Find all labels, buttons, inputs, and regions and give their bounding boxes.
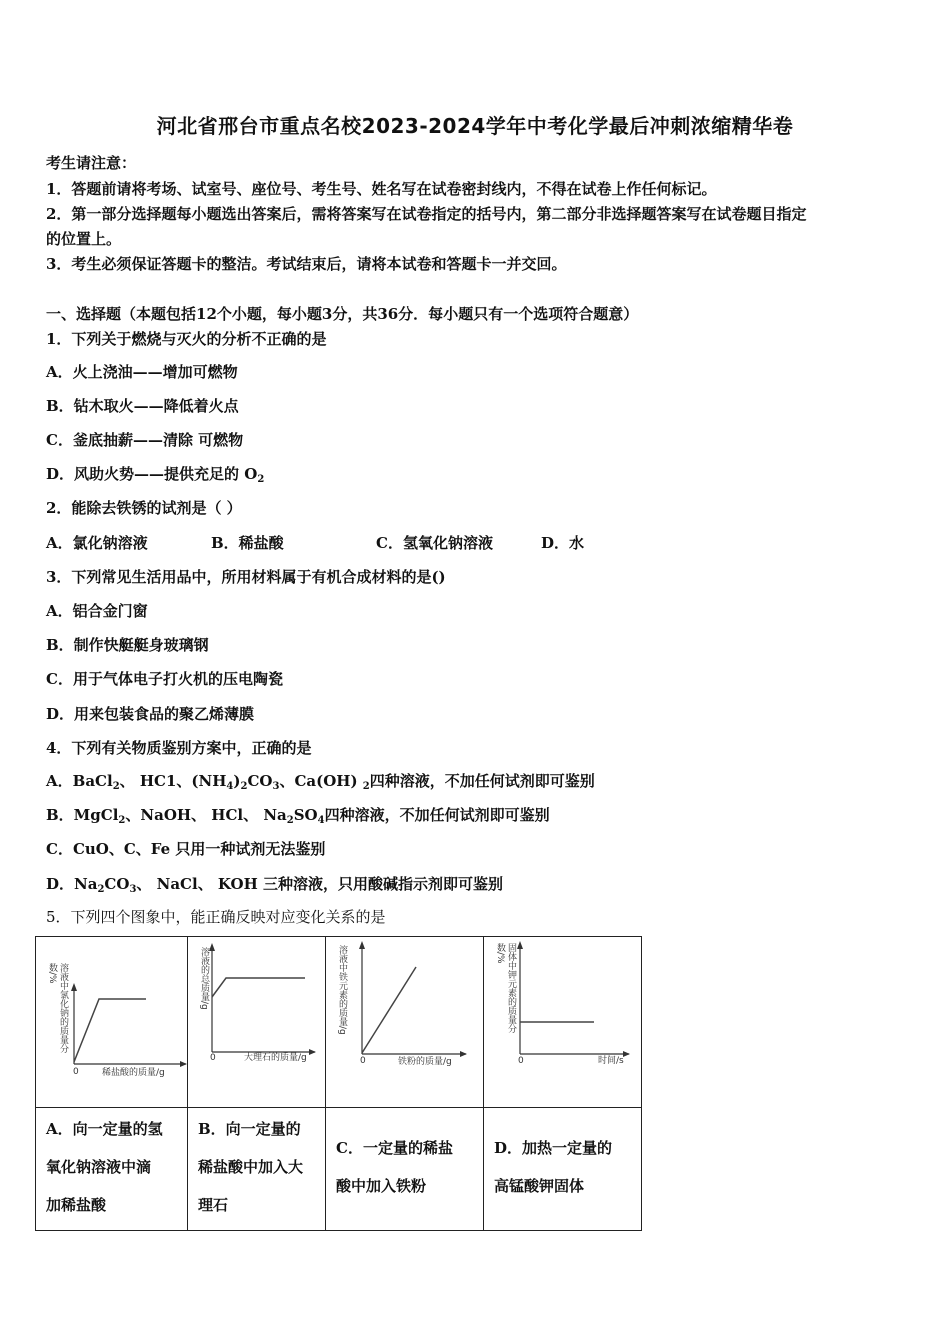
graph-d-caption: D．加热一定量的 高锰酸钾固体	[494, 1139, 613, 1195]
graph-b-caption-cell	[188, 1108, 326, 1231]
notice-item-2: 2．第一部分选择题每小题选出答案后，需将答案写在试卷指定的括号内，第二部分非选择题答案写在试卷题目指定	[46, 205, 807, 223]
q2-option-c: C．氢氧化钠溶液	[376, 534, 493, 552]
arrow-icon	[460, 1051, 467, 1057]
notice-heading: 考生请注意：	[46, 154, 137, 172]
q1-option-c: C．釜底抽薪——清除 可燃物	[46, 431, 244, 449]
graph-c-cell	[326, 937, 484, 1108]
q3-option-b: B．制作快艇艇身玻璃钢	[46, 636, 209, 654]
graph-d-ylabel: 固体中钾元素的质量分数/%	[495, 943, 516, 1033]
graph-b-cell	[188, 937, 326, 1108]
graph-b-ylabel: 溶液的总质量/g	[199, 947, 209, 1010]
q2-stem: 2．能除去铁锈的试剂是（ ）	[46, 499, 242, 517]
q4-option-d: D．$Na_2CO_3$、 NaCl、 KOH 三种溶液，只用酸碱指示剂即可鉴别	[46, 875, 504, 895]
q1-option-d-sub: 2	[257, 474, 265, 485]
arrow-icon	[623, 1051, 630, 1057]
graph-b-origin: 0	[210, 1053, 216, 1063]
arrow-icon	[309, 1049, 316, 1055]
q4-stem: 4．下列有关物质鉴别方案中，正确的是	[46, 739, 312, 757]
q3-option-c: C．用于气体电子打火机的压电陶瓷	[46, 670, 283, 688]
graph-c-xlabel: 铁粉的质量/g	[398, 1057, 452, 1067]
graph-c-caption: C．一定量的稀盐 酸中加入铁粉	[336, 1139, 453, 1195]
graph-b-caption: B．向一定量的 稀盐酸中加入大 理石	[198, 1120, 304, 1214]
q3-option-d: D．用来包装食品的聚乙烯薄膜	[46, 705, 255, 723]
notice-item-3: 3．考生必须保证答题卡的整洁。考试结束后，请将本试卷和答题卡一并交回。	[46, 255, 567, 273]
q1-option-d	[46, 463, 264, 484]
graph-d-cell	[484, 937, 642, 1108]
graph-a-origin: 0	[73, 1067, 79, 1077]
q4-option-b: B．MgCl$_2$、NaOH、 HCl、 $Na_2SO_4$四种溶液，不加任何试剂即可鉴别	[46, 806, 550, 826]
page-title: 河北省邢台市重点名校2023-2024学年中考化学最后冲刺浓缩精华卷	[156, 114, 794, 138]
graph-d-origin: 0	[518, 1056, 524, 1066]
graph-b-xlabel: 大理石的质量/g	[244, 1053, 307, 1063]
graph-b-curve	[212, 978, 305, 997]
q3-option-a: A．铝合金门窗	[46, 602, 148, 620]
graph-c-origin: 0	[360, 1056, 366, 1066]
graph-a-caption-cell	[36, 1108, 188, 1231]
q1-option-a: A．火上浇油——增加可燃物	[46, 363, 238, 381]
q4-option-c: C．CuO、C、Fe 只用一种试剂无法鉴别	[46, 840, 326, 858]
notice-item-1: 1．答题前请将考场、试室号、座位号、考生号、姓名写在试卷密封线内，不得在试卷上作任何标记。	[46, 180, 717, 198]
q1-stem: 1．下列关于燃烧与灭火的分析不正确的是	[46, 330, 327, 348]
q5-graph-table	[35, 936, 642, 1231]
q3-stem: 3．下列常见生活用品中，所用材料属于有机合成材料的是()	[46, 568, 446, 586]
q2-option-d: D．水	[541, 534, 585, 552]
notice-item-2-cont: 的位置上。	[46, 230, 122, 248]
graph-c-ylabel: 溶液中铁元素的质量/g	[337, 945, 347, 1035]
q1-option-d-text: D．风助火势——提供充足的 O	[46, 465, 258, 483]
graph-d-xlabel: 时间/s	[598, 1056, 624, 1066]
graph-a-curve	[74, 999, 146, 1062]
graph-c-caption-cell	[326, 1108, 484, 1231]
graph-a-cell	[36, 937, 188, 1108]
graph-c	[326, 937, 483, 1107]
q4-option-a: A．BaCl$_2$、 HC1、$(NH_4)_2CO_3$、Ca(OH) $_2$四种溶液，不加任何试剂即可鉴别	[46, 772, 595, 792]
q5-stem: 5．下列四个图象中，能正确反映对应变化关系的是	[46, 908, 386, 926]
section-heading: 一、选择题（本题包括12个小题，每小题3分，共36分．每小题只有一个选项符合题意）	[46, 305, 639, 323]
graph-a-xlabel: 稀盐酸的质量/g	[102, 1068, 165, 1078]
graph-a-caption: A．向一定量的氢 氧化钠溶液中滴 加稀盐酸	[46, 1120, 163, 1214]
q2-option-b: B．稀盐酸	[211, 534, 284, 552]
graph-d-caption-cell	[484, 1108, 642, 1231]
graph-a-ylabel: 溶液中氯化钠的质量分数/%	[47, 963, 68, 1053]
graph-c-curve	[362, 967, 416, 1053]
arrow-icon	[180, 1061, 187, 1067]
q2-option-a: A．氯化钠溶液	[46, 534, 148, 552]
q1-option-b: B．钻木取火——降低着火点	[46, 397, 239, 415]
